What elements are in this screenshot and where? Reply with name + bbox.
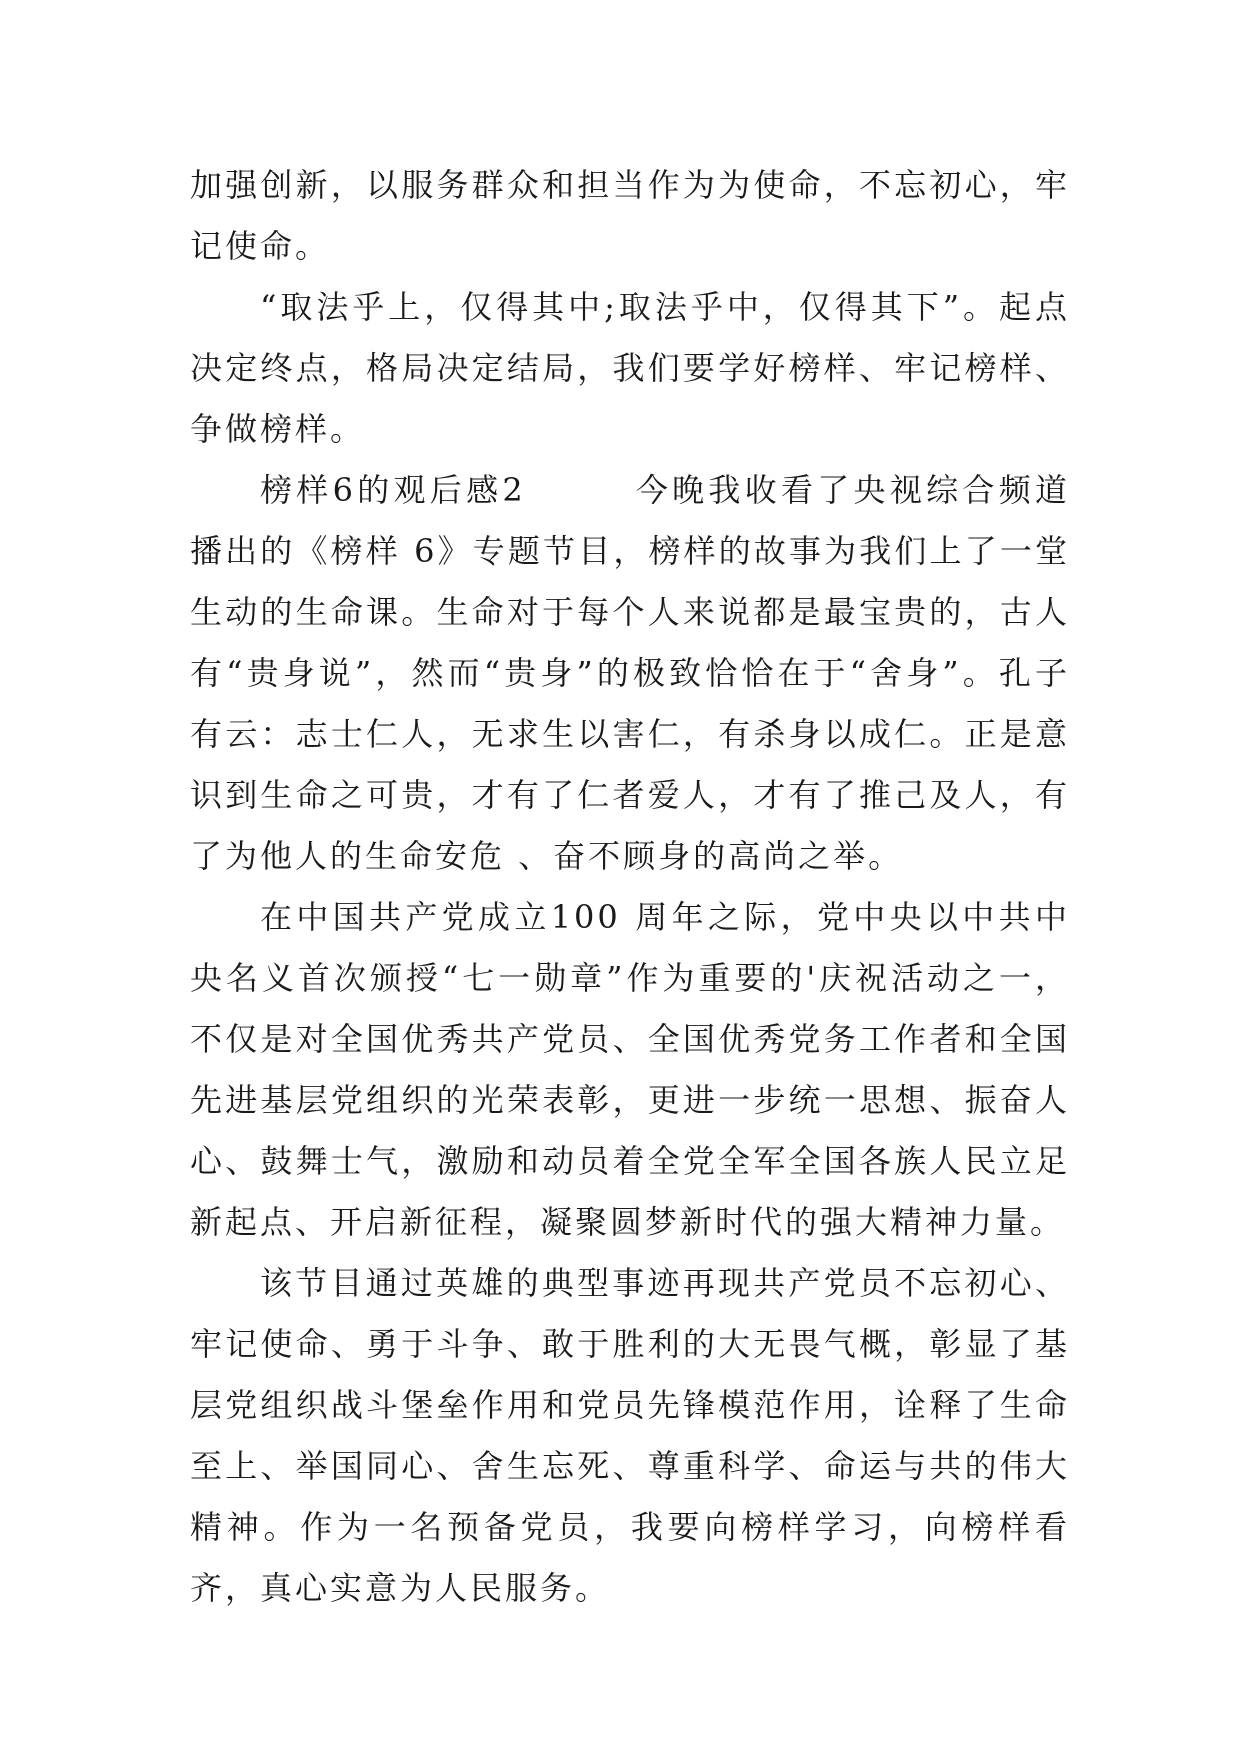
paragraph-5: 该节目通过英雄的典型事迹再现共产党员不忘初心、牢记使命、勇于斗争、敢于胜利的大无畏气概，彰显了基层党组织战斗堡垒作用和党员先锋模范作用，诠释了生命至上、举国同心、舍生忘死、尊重科学、命运与共的伟大精神。作为一名预备党员，我要向榜样学习，向榜样看齐，真心实意为人民服务。 (190, 1264, 1070, 1607)
paragraph-2: “取法乎上，仅得其中;取法乎中，仅得其下”。起点决定终点，格局决定结局，我们要学好榜样、牢记榜样、争做榜样。 (190, 288, 1070, 448)
document-body (190, 155, 1070, 1619)
paragraph-1: 加强创新，以服务群众和担当作为为使命，不忘初心，牢记使命。 (190, 166, 1070, 265)
paragraph-3: 榜样6的观后感2 今晚我收看了央视综合频道播出的《榜样 6》专题节目，榜样的故事为我们上了一堂生动的生命课。生命对于每个人来说都是最宝贵的，古人有“贵身说”，然而“贵身”的极致恰恰在于“舍身”。孔子有云：志士仁人，无求生以害仁，有杀身以成仁。正是意识到生命之可贵，才有了仁者爱人，才有了推己及人，有了为他人的生命安危 、奋不顾身的高尚之举。 (190, 471, 1070, 875)
paragraph-4: 在中国共产党成立100 周年之际，党中央以中共中央名义首次颁授“七一勋章”作为重要的'庆祝活动之一，不仅是对全国优秀共产党员、全国优秀党务工作者和全国先进基层党组织的光荣表彰，更进一步统一思想、振奋人心、鼓舞士气，激励和动员着全党全军全国各族人民立足新起点、开启新征程，凝聚圆梦新时代的强大精神力量。 (190, 898, 1070, 1241)
